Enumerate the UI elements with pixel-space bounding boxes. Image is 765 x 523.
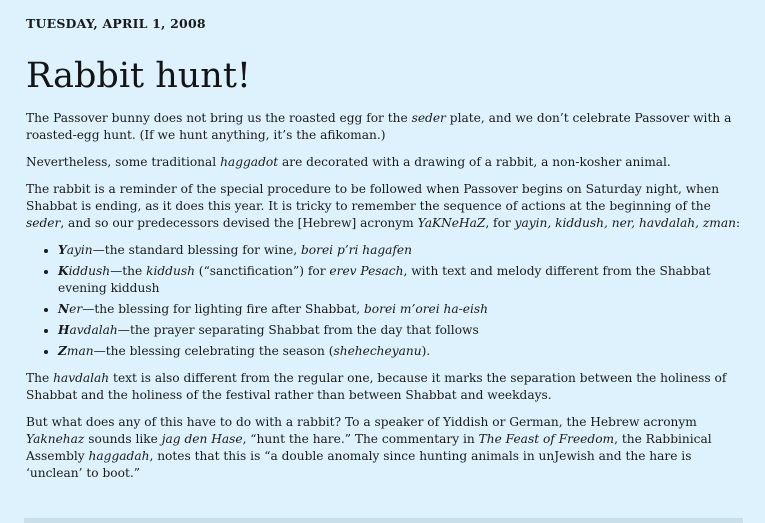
text-run: But what does any of this have to do with a rabbit? To a speaker of Yiddish or German, the Hebrew acronym	[26, 415, 697, 429]
text-run: The Passover bunny does not bring us the roasted egg for the	[26, 111, 412, 125]
acronym-letter: H	[58, 323, 70, 337]
text-run: —the prayer separating Shabbat from the day that follows	[117, 323, 479, 337]
italic-text: erev Pesach	[329, 264, 404, 278]
acronym-letter: K	[58, 264, 69, 278]
paragraph-2	[26, 154, 741, 171]
acronym-list	[26, 242, 741, 360]
acronym-letter: Z	[58, 344, 67, 358]
italic-text: haggadot	[220, 155, 279, 169]
italic-text: ayin	[66, 243, 93, 257]
list-item	[58, 242, 741, 259]
text-run: —the blessing celebrating the season (	[93, 344, 334, 358]
paragraph-4	[26, 370, 741, 404]
text-run: Nevertheless, some traditional	[26, 155, 221, 169]
text-run: are decorated with a drawing of a rabbit, a non-kosher animal.	[278, 155, 671, 169]
italic-text: Yaknehaz	[26, 432, 85, 446]
paragraph-5	[26, 414, 741, 482]
text-run: —the standard blessing for wine,	[92, 243, 301, 257]
list-item	[58, 343, 741, 360]
italic-text: haggadah	[88, 449, 150, 463]
italic-text: er	[69, 302, 83, 316]
list-item	[58, 301, 741, 318]
text-run: , for	[485, 216, 515, 230]
text-run: , notes that this is “a double anomaly since hunting animals in unJewish and the hare is ‘unclean’ to boot.”	[26, 449, 692, 480]
text-run: , the Rabbinical Assembly	[26, 432, 712, 463]
text-run: —the	[110, 264, 147, 278]
text-run: (“sanctification”) for	[194, 264, 330, 278]
list-item	[58, 263, 741, 297]
text-run: text is also different from the regular one, because it marks the separation between the holiness of Shabbat and the holiness of the festival rather than between Shabbat and weekdays.	[26, 371, 727, 402]
italic-text: seder	[26, 216, 61, 230]
text-run: plate, and we don’t celebrate Passover with a roasted-egg hunt. (If we hunt anything, it’s the afikoman.)	[26, 111, 732, 142]
italic-text: borei m’orei ha-eish	[363, 302, 488, 316]
italic-text: YaKNeHaZ	[417, 216, 486, 230]
italic-text: kiddush	[146, 264, 195, 278]
italic-text: borei p’ri hagafen	[301, 243, 412, 257]
text-run: ).	[421, 344, 431, 358]
italic-text: jag den Hase	[161, 432, 243, 446]
paragraph-3	[26, 181, 741, 232]
acronym-letter: N	[58, 302, 70, 316]
italic-text: shehecheyanu	[333, 344, 422, 358]
paragraph-1	[26, 110, 741, 144]
list-item	[58, 322, 741, 339]
text-run: The rabbit is a reminder of the special procedure to be followed when Passover begins on Saturday night, when Shabbat is ending, as it does this year. It is tricky to remember the sequence of actions at the beginning of the	[26, 182, 720, 213]
italic-text: seder	[411, 111, 446, 125]
text-run: , “hunt the hare.” The commentary in	[242, 432, 479, 446]
text-run: , and so our predecessors devised the [Hebrew] acronym	[60, 216, 418, 230]
italic-text: man	[66, 344, 94, 358]
italic-text: iddush	[68, 264, 111, 278]
italic-text: havdalah	[53, 371, 110, 385]
italic-text: yayin, kiddush, ner, havdalah, zman	[514, 216, 736, 230]
acronym-letter: Y	[58, 243, 67, 257]
text-run: , with text and melody different from the Shabbat evening kiddush	[58, 264, 711, 295]
post-date: TUESDAY, APRIL 1, 2008	[26, 16, 206, 31]
text-run: :	[735, 216, 741, 230]
post-title[interactable]: Rabbit hunt!	[26, 56, 251, 96]
text-run: The	[26, 371, 54, 385]
italic-text: avdalah	[69, 323, 118, 337]
italic-text: The Feast of Freedom	[478, 432, 615, 446]
text-run: sounds like	[84, 432, 162, 446]
text-run: —the blessing for lighting fire after Shabbat,	[82, 302, 364, 316]
post-footer-divider	[24, 518, 743, 523]
